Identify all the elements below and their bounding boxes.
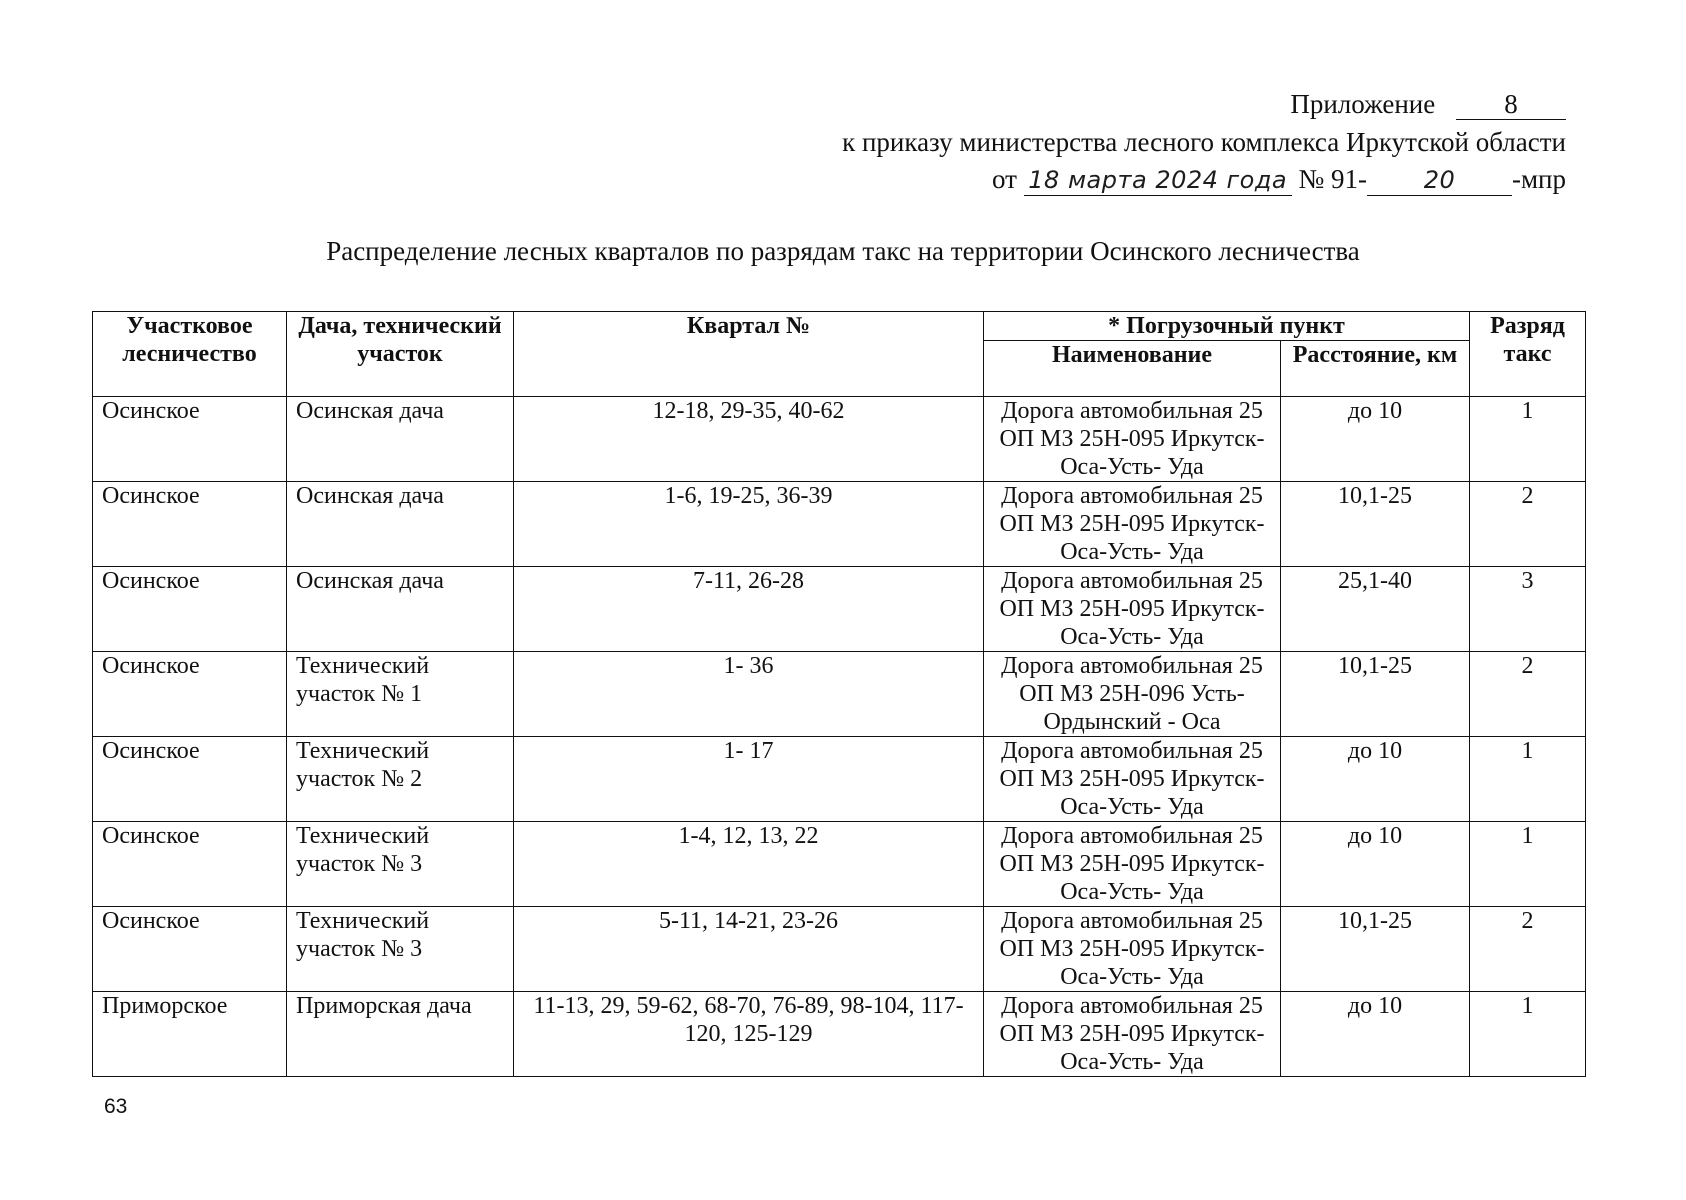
cell-rank: 2 bbox=[1470, 652, 1586, 737]
document-title: Распределение лесных кварталов по разрядам такс на территории Осинского лесничества bbox=[326, 236, 1360, 266]
cell-distance: 10,1-25 bbox=[1281, 482, 1470, 567]
tax-rank-table bbox=[92, 311, 1586, 1077]
cell-distance: до 10 bbox=[1281, 822, 1470, 907]
header-district: Участковое лесничество bbox=[93, 312, 287, 397]
cell-district: Осинское bbox=[93, 737, 287, 822]
cell-district: Осинское bbox=[93, 482, 287, 567]
cell-rank: 2 bbox=[1470, 482, 1586, 567]
header-dacha: Дача, технический участок bbox=[287, 312, 514, 397]
order-date-line bbox=[992, 160, 1566, 198]
table-row bbox=[93, 397, 1586, 482]
from-label: от bbox=[992, 164, 1017, 194]
table-row bbox=[93, 992, 1586, 1077]
cell-kvartal: 1- 17 bbox=[514, 737, 984, 822]
cell-kvartal: 11-13, 29, 59-62, 68-70, 76-89, 98-104, 117-120, 125-129 bbox=[514, 992, 984, 1077]
table-row bbox=[93, 652, 1586, 737]
cell-name: Дорога автомобильная 25 ОП МЗ 25Н-095 Иркутск-Оса-Усть- Уда bbox=[984, 397, 1281, 482]
cell-kvartal: 1- 36 bbox=[514, 652, 984, 737]
order-number-handwritten: 20 bbox=[1367, 165, 1512, 196]
cell-district: Осинское bbox=[93, 397, 287, 482]
appendix-label: Приложение bbox=[1290, 89, 1436, 119]
appendix-line bbox=[1290, 85, 1566, 123]
cell-kvartal: 1-4, 12, 13, 22 bbox=[514, 822, 984, 907]
cell-kvartal: 12-18, 29-35, 40-62 bbox=[514, 397, 984, 482]
header-distance: Расстояние, км bbox=[1281, 341, 1470, 397]
page-number: 63 bbox=[104, 1095, 128, 1118]
cell-rank: 1 bbox=[1470, 737, 1586, 822]
cell-name: Дорога автомобильная 25 ОП МЗ 25Н-095 Иркутск-Оса-Усть- Уда bbox=[984, 567, 1281, 652]
header-name: Наименование bbox=[984, 341, 1281, 397]
cell-name: Дорога автомобильная 25 ОП МЗ 25Н-095 Иркутск-Оса-Усть- Уда bbox=[984, 822, 1281, 907]
table-row bbox=[93, 907, 1586, 992]
table-row bbox=[93, 567, 1586, 652]
cell-distance: до 10 bbox=[1281, 737, 1470, 822]
cell-dacha: Осинская дача bbox=[287, 567, 514, 652]
cell-distance: 10,1-25 bbox=[1281, 652, 1470, 737]
cell-dacha: Технический участок № 3 bbox=[287, 822, 514, 907]
cell-distance: 25,1-40 bbox=[1281, 567, 1470, 652]
cell-dacha: Технический участок № 2 bbox=[287, 737, 514, 822]
cell-rank: 2 bbox=[1470, 907, 1586, 992]
table-row bbox=[93, 482, 1586, 567]
cell-name: Дорога автомобильная 25 ОП МЗ 25Н-095 Иркутск-Оса-Усть- Уда bbox=[984, 737, 1281, 822]
cell-dacha: Приморская дача bbox=[287, 992, 514, 1077]
cell-distance: 10,1-25 bbox=[1281, 907, 1470, 992]
cell-distance: до 10 bbox=[1281, 992, 1470, 1077]
cell-distance: до 10 bbox=[1281, 397, 1470, 482]
cell-dacha: Осинская дача bbox=[287, 482, 514, 567]
cell-dacha: Технический участок № 1 bbox=[287, 652, 514, 737]
cell-rank: 1 bbox=[1470, 992, 1586, 1077]
cell-name: Дорога автомобильная 25 ОП МЗ 25Н-096 Усть-Ордынский - Оса bbox=[984, 652, 1281, 737]
order-date-handwritten: 18 марта 2024 года bbox=[1024, 165, 1292, 196]
cell-rank: 1 bbox=[1470, 397, 1586, 482]
table-row bbox=[93, 737, 1586, 822]
cell-dacha: Технический участок № 3 bbox=[287, 907, 514, 992]
cell-kvartal: 5-11, 14-21, 23-26 bbox=[514, 907, 984, 992]
header-kvartal: Квартал № bbox=[514, 312, 984, 397]
cell-name: Дорога автомобильная 25 ОП МЗ 25Н-095 Иркутск-Оса-Усть- Уда bbox=[984, 992, 1281, 1077]
cell-district: Осинское bbox=[93, 907, 287, 992]
cell-dacha: Осинская дача bbox=[287, 397, 514, 482]
cell-rank: 1 bbox=[1470, 822, 1586, 907]
header-rank: Разряд такс bbox=[1470, 312, 1586, 397]
cell-district: Осинское bbox=[93, 652, 287, 737]
table-row bbox=[93, 822, 1586, 907]
cell-kvartal: 7-11, 26-28 bbox=[514, 567, 984, 652]
appendix-number: 8 bbox=[1456, 89, 1566, 120]
order-number-prefix: № 91- bbox=[1298, 164, 1367, 194]
cell-kvartal: 1-6, 19-25, 36-39 bbox=[514, 482, 984, 567]
order-number-suffix: -мпр bbox=[1511, 164, 1566, 194]
cell-district: Осинское bbox=[93, 567, 287, 652]
order-line: к приказу министерства лесного комплекса Иркутской области bbox=[842, 127, 1566, 157]
cell-name: Дорога автомобильная 25 ОП МЗ 25Н-095 Иркутск-Оса-Усть- Уда bbox=[984, 482, 1281, 567]
header-loading-point: * Погрузочный пункт bbox=[984, 312, 1470, 341]
cell-district: Приморское bbox=[93, 992, 287, 1077]
cell-district: Осинское bbox=[93, 822, 287, 907]
cell-name: Дорога автомобильная 25 ОП МЗ 25Н-095 Иркутск-Оса-Усть- Уда bbox=[984, 907, 1281, 992]
cell-rank: 3 bbox=[1470, 567, 1586, 652]
